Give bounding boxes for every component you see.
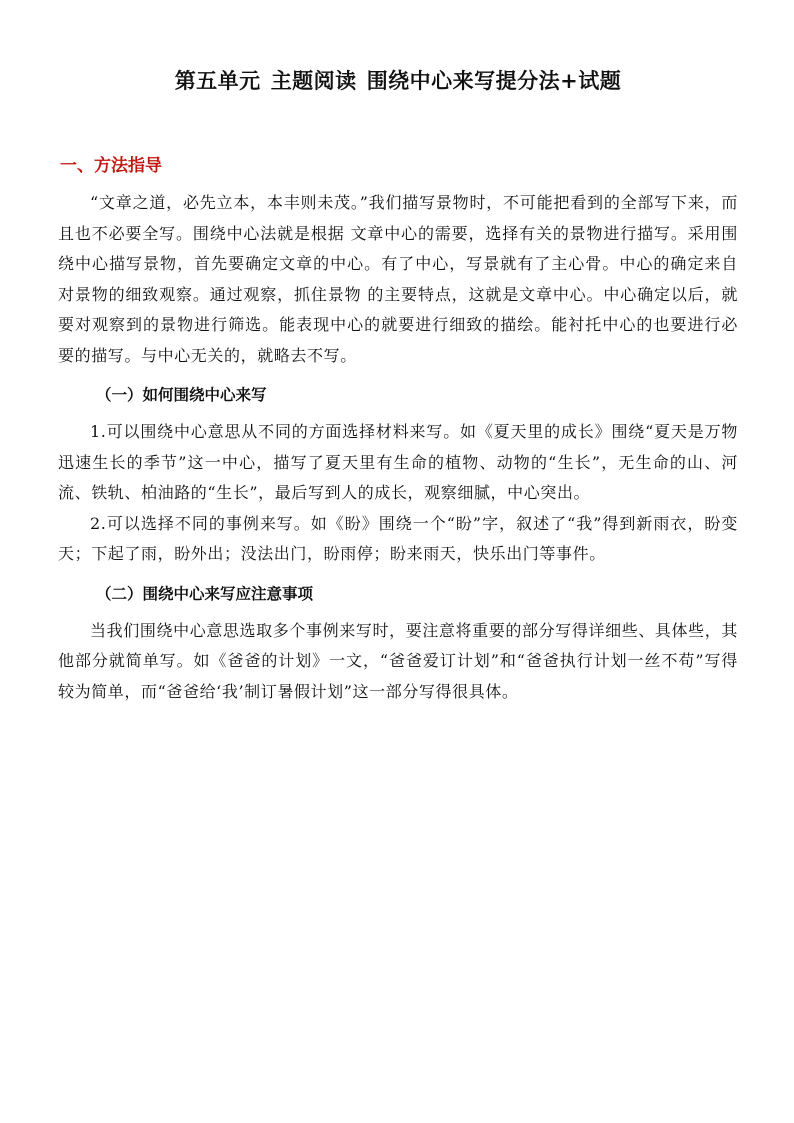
- method-item-1: 1.可以围绕中心意思从不同的方面选择材料来写。如《夏天里的成长》围绕“夏天是万物迅速生长的季节”这一中心，描写了夏天里有生命的植物、动物的“生长”，无生命的山、河流、铁轨、柏油路的“生长”，最后写到人的成长，观察细腻，中心突出。: [58, 422, 738, 502]
- notes-paragraph: 当我们围绕中心意思选取多个事例来写时，要注意将重要的部分写得详细些、具体些，其他部分就简单写。如《爸爸的计划》一文，“爸爸爱订计划”和“爸爸执行计划一丝不苟”写得较为简单，而“爸爸给‘我’制订暑假计划”这一部分写得很具体。: [58, 620, 738, 701]
- intro-paragraph: “文章之道，必先立本，本丰则未茂。”我们描写景物时，不可能把看到的全部写下来，而且也不必要全写。围绕中心法就是根据 文章中心的需要，选择有关的景物进行描写。采用围绕中心描写景物，首先要确定文章的中心。有了中心，写景就有了主心骨。中心的确定来自对景物的细致观察。通过观察，抓住景物 的主要特点，这就是文章中心。中心确定以后，就要对观察到的景物进行筛选。能表现中心的就要进行细致的描绘。能衬托中心的也要进行必要的描写。与中心无关的，就略去不写。: [58, 193, 738, 365]
- title-topic: 围绕中心来写提分法+试题: [366, 68, 622, 93]
- subheading-how-to-write: （一）如何围绕中心来写: [96, 386, 267, 404]
- document-title: [58, 0, 738, 96]
- subheading-notes: （二）围绕中心来写应注意事项: [96, 584, 314, 603]
- title-theme: 主题阅读: [270, 68, 357, 93]
- method-item-2: 2.可以选择不同的事例来写。如《盼》围绕一个“盼”字，叙述了“我”得到新雨衣，盼变天；下起了雨，盼外出；没法出门，盼雨停；盼来雨天，快乐出门等事件。: [58, 513, 738, 563]
- section-heading-method: 一、方法指导: [60, 156, 162, 176]
- title-unit: 第五单元: [174, 68, 261, 93]
